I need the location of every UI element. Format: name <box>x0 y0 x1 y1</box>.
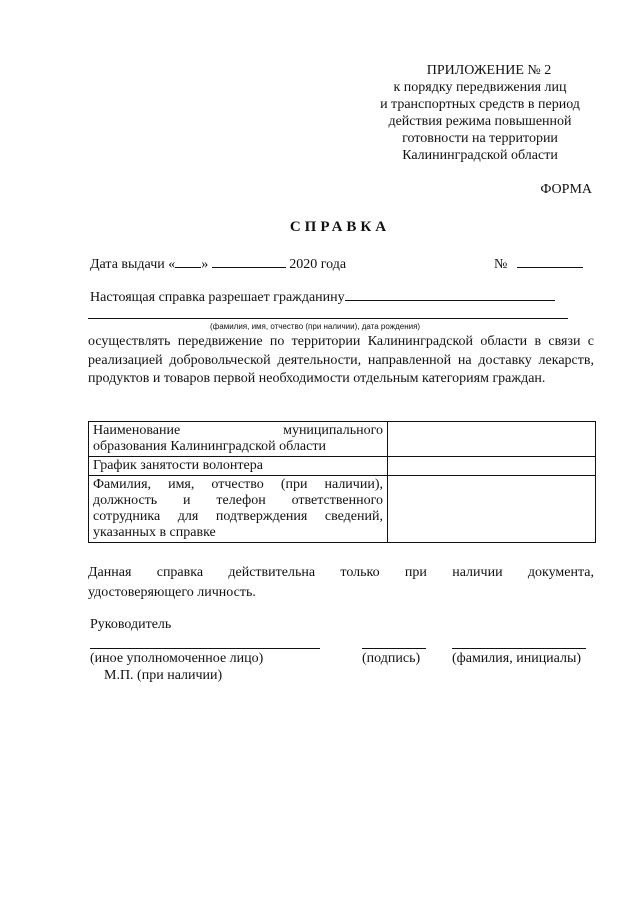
stamp-note: М.П. (при наличии) <box>104 668 223 683</box>
issue-year: 2020 года <box>289 257 347 272</box>
authority-caption: (иное уполномоченное лицо) <box>90 651 264 666</box>
schedule-value-cell[interactable] <box>388 457 596 476</box>
number-blank[interactable] <box>517 255 583 268</box>
day-blank[interactable] <box>175 255 201 268</box>
document-title: СПРАВКА <box>289 219 391 235</box>
annex-line-2: и транспортных средств в период <box>380 97 580 112</box>
annex-line-5: Калининградской области <box>402 148 558 163</box>
validity-line-1: Данная справка действительна только при наличии документа, <box>88 565 594 580</box>
municipality-value-cell[interactable] <box>388 422 596 457</box>
number-line <box>494 255 583 273</box>
authority-signature-line[interactable] <box>90 648 320 649</box>
signature-line[interactable] <box>362 648 426 649</box>
citizen-details-line[interactable] <box>88 318 568 319</box>
head-title: Руководитель <box>90 617 172 632</box>
name-caption: (фамилия, инициалы) <box>452 651 582 666</box>
issue-date-quote: » <box>201 257 209 272</box>
body-paragraph: осуществлять передвижение по территории Калининградской области в связи с реализацией добровольческой деятельности, направленной на доставку лекарств, продуктов и товаров первой необходимости отдельным категориям граждан. <box>88 334 594 386</box>
table-row <box>89 476 596 543</box>
municipality-label-line-2: образования Калининградской области <box>93 439 326 454</box>
contact-label-cell: Фамилия, имя, отчество (при наличии), должность и телефон ответственного сотрудника для подтверждения сведений, указанных в справке <box>89 476 388 543</box>
citizen-name-blank[interactable] <box>345 288 555 301</box>
name-initials-line[interactable] <box>452 648 586 649</box>
annex-number: ПРИЛОЖЕНИЕ № 2 <box>426 63 552 78</box>
month-blank[interactable] <box>212 255 286 268</box>
sign-caption: (подпись) <box>362 651 421 666</box>
citizen-caption: (фамилия, имя, отчество (при наличии), дата рождения) <box>210 322 421 331</box>
table-row <box>89 457 596 476</box>
schedule-label-cell: График занятости волонтера <box>89 457 388 476</box>
permit-text: Настоящая справка разрешает гражданину <box>90 290 345 305</box>
table-row <box>89 422 596 457</box>
annex-line-3: действия режима повышенной <box>388 114 572 129</box>
issue-date-line <box>90 255 346 273</box>
municipality-label-line-1: Наименование муниципального <box>93 423 383 438</box>
annex-header <box>330 62 630 164</box>
municipality-label-cell <box>89 422 388 457</box>
info-table <box>88 421 596 543</box>
annex-line-4: готовности на территории <box>402 131 558 146</box>
form-label: ФОРМА <box>540 182 592 197</box>
validity-paragraph <box>88 563 594 603</box>
permit-line <box>90 288 555 306</box>
annex-line-1: к порядку передвижения лиц <box>393 80 567 95</box>
issue-date-prefix: Дата выдачи « <box>90 257 176 272</box>
number-label: № <box>494 257 508 272</box>
validity-line-2: удостоверяющего личность. <box>88 585 256 600</box>
contact-value-cell[interactable] <box>388 476 596 543</box>
